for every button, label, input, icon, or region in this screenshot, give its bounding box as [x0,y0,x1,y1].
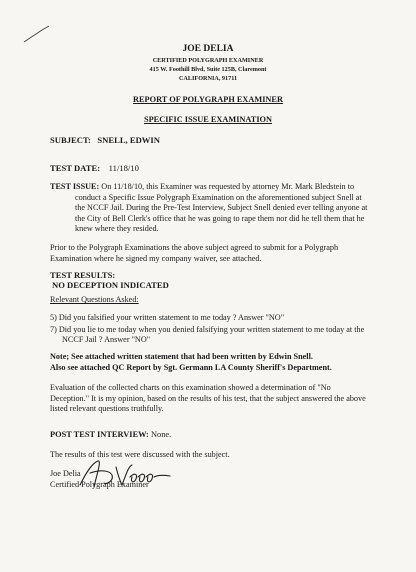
question-5: 5) Did you falsified your written statement to me today ? Answer "NO" [50,313,285,322]
test-date-field [50,163,139,173]
test-date-label: TEST DATE: [50,163,101,173]
relevant-questions-label: Relevant Questions Asked: [50,295,139,304]
test-issue-paragraph [50,182,400,193]
question-7-line-1: 7) Did you lie to me today when you denied falsifying your written statement to me today at the [50,324,365,334]
subject-field [50,135,160,145]
post-test-label: POST TEST INTERVIEW: [50,430,149,439]
letterhead-state: CALIFORNIA, 91711 [178,75,238,82]
report-title: REPORT OF POLYGRAPH EXAMINER [133,95,283,104]
test-issue-line-1: On 11/18/10, this Examiner was requested by attorney Mr. Mark Bledstein to [101,182,355,191]
evaluation-line-3: listed relevant questions truthfully. [50,404,164,414]
discussed-line: The results of this test were discussed with the subject. [50,450,230,459]
question-7-line-2: NCCF Jail ? Answer "NO" [62,335,151,345]
subject-label: SUBJECT: [50,135,91,145]
signature-title: Certified Polygraph Examiner [50,479,149,489]
letterhead-name: JOE DELIA [182,44,234,54]
prior-line-1: Prior to the Polygraph Examinations the above subject agreed to submit for a Polygraph [50,243,339,252]
test-date-value: 11/18/10 [108,163,139,173]
test-issue-line-2: conduct a Specific Issue Polygraph Examination on the aforementioned subject Snell at [75,192,362,202]
signature-name: Joe Delia [50,469,81,478]
test-issue-line-4: the City of Bell Clerk's office that he was going to rape them nor did he tell them that he [75,213,365,223]
test-issue-line-3: the NCCF Jail. During the Pre-Test Interview, Subject Snell denied ever telling anyone at [75,203,368,213]
evaluation-line-1: Evaluation of the collected charts on this examination showed a determination of "No [50,383,331,392]
pen-mark [22,24,52,44]
letterhead-title: CERTIFIED POLYGRAPH EXAMINER [152,57,264,64]
letterhead-address: 415 W. Foothill Blvd, Suite 125B, Claremont [149,66,267,73]
exam-title: SPECIFIC ISSUE EXAMINATION [143,115,272,124]
evaluation-line-2: Deception." It is my opinion, based on the results of his test, that the subject answered the above [50,393,366,403]
note-line-2: Also see attached QC Report by Sgt. Germann LA County Sheriff's Department. [50,362,332,372]
subject-value: SNELL, EDWIN [97,135,160,145]
test-issue-line-5: knew where they resided. [75,224,159,234]
post-test-field [50,430,171,439]
post-test-value: None. [150,430,172,439]
note-line-1: Note; See attached written statement that had been written by Edwin Snell. [50,352,313,361]
test-results-value: NO DECEPTION INDICATED [52,280,169,290]
prior-line-2: Examination where he signed my company waiver, see attached. [50,253,262,263]
test-results-label: TEST RESULTS: [50,270,116,280]
test-issue-label: TEST ISSUE: [50,182,100,191]
